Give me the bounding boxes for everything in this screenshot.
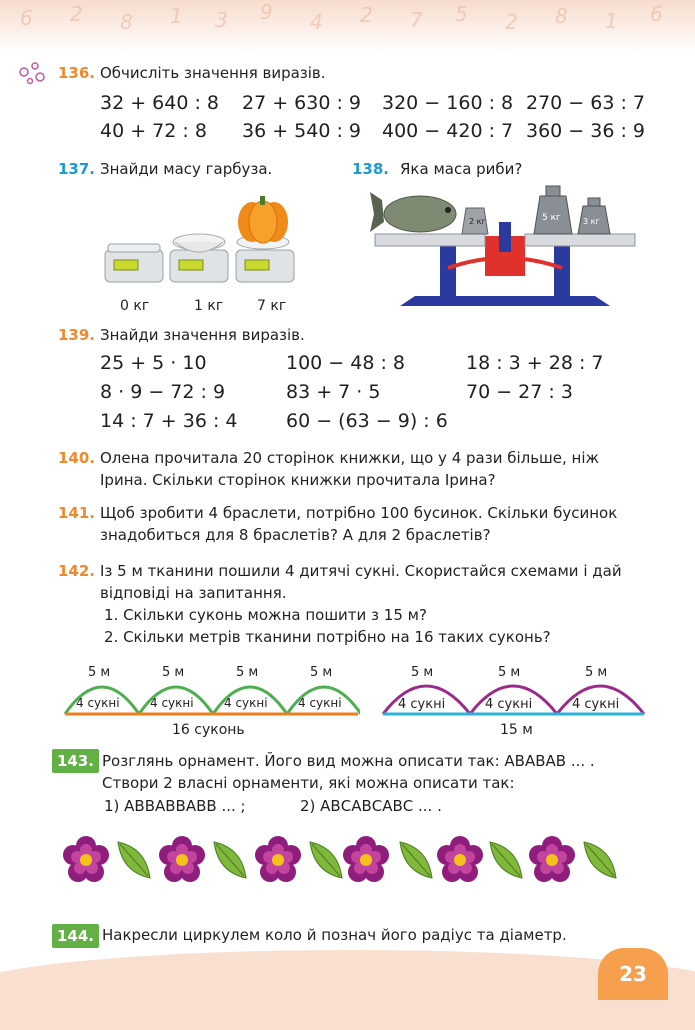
problem-143-line: Створи 2 власні орнаменти, які можна описати так: [102,774,515,792]
scale-label: 7 кг [257,298,287,314]
flower-icon [529,836,575,882]
problem-136-text: Обчисліть значення виразів. [100,64,326,82]
expression: 270 − 63 : 7 [526,92,646,114]
problem-136-number: 136. [58,64,96,82]
arc-label: 4 сукні [76,696,120,710]
expression: 400 − 420 : 7 [382,120,514,142]
leaf-icon [584,842,616,878]
expression: 70 − 27 : 3 [466,381,573,403]
weight-label: 3 кг [583,217,600,226]
expression: 27 + 630 : 9 [242,92,362,114]
scale-label: 1 кг [194,298,224,314]
problem-141-line: Щоб зробити 4 браслети, потрібно 100 бусинок. Скільки бусинок [100,504,618,522]
problem-140-line: Ірина. Скільки сторінок книжки прочитала Ірина? [100,471,496,489]
total-label: 16 суконь [172,722,245,738]
problem-142-line: відповіді на запитання. [100,584,287,602]
problem-140-line: Олена прочитала 20 сторінок книжки, що у 4 рази більше, ніж [100,449,600,467]
scale-label: 0 кг [120,298,150,314]
segment-label: 5 м [162,665,185,680]
expression: 32 + 640 : 8 [100,92,220,114]
problem-137-text: Знайди масу гарбуза. [100,160,273,178]
expression: 320 − 160 : 8 [382,92,514,114]
weight-label: 5 кг [542,213,561,223]
segment-label: 5 м [498,665,521,680]
problem-143-line: Розглянь орнамент. Його вид можна описати так: АВАВАВ ... . [102,752,595,770]
fabric-diagram-right [378,658,648,738]
expression: 14 : 7 + 36 : 4 [100,410,238,432]
flower-icon [255,836,301,882]
flower-icon [437,836,483,882]
circles-icon [18,60,48,86]
expression: 60 − (63 − 9) : 6 [286,410,448,432]
scale-with-pumpkin [236,196,294,282]
problem-142-question: 1. Скільки суконь можна пошити з 15 м? [104,606,427,624]
segment-label: 5 м [236,665,259,680]
problem-142-line: Із 5 м тканини пошили 4 дитячі сукні. Скористайся схемами і дай [100,562,622,580]
expression: 8 · 9 − 72 : 9 [100,381,226,403]
problem-138-number: 138. [352,160,390,178]
balance-scale-illustration [370,178,640,313]
expression: 100 − 48 : 8 [286,352,406,374]
ornament-option-1: 1) АВВАВВАВВ ... ; [104,797,246,815]
arc-label: 4 сукні [485,697,533,712]
ornament-row [60,832,640,892]
empty-scale [105,244,163,282]
weight-2kg [462,208,488,234]
segment-label: 5 м [585,665,608,680]
scale-with-bowl [170,234,228,282]
flower-icon [343,836,389,882]
expression: 360 − 36 : 9 [526,120,646,142]
problem-144-number: 144. [52,924,99,948]
leaf-icon [214,842,246,878]
expression: 83 + 7 · 5 [286,381,381,403]
expression: 25 + 5 · 10 [100,352,207,374]
arc-label: 4 сукні [398,697,446,712]
problem-141-line: знадобиться для 8 браслетів? А для 2 браслетів? [100,526,491,544]
arc-label: 4 сукні [298,696,342,710]
page-number: 23 [598,948,668,1000]
ornament-option-2: 2) АВСАВСАВС ... . [300,797,442,815]
arc-label: 4 сукні [150,696,194,710]
fish-icon [370,192,456,232]
weight-3kg [578,198,610,234]
weight-5kg [534,186,572,234]
expression: 18 : 3 + 28 : 7 [466,352,604,374]
problem-140-number: 140. [58,449,96,467]
arc-label: 4 сукні [224,696,268,710]
scales-pumpkin-illustration [100,190,310,295]
problem-141-number: 141. [58,504,96,522]
expression: 40 + 72 : 8 [100,120,207,142]
problem-138-text: Яка маса риби? [400,160,523,178]
expression: 36 + 540 : 9 [242,120,362,142]
problem-139-number: 139. [58,326,96,344]
leaf-icon [118,842,150,878]
arc-label: 4 сукні [572,697,620,712]
leaf-icon [490,842,522,878]
segment-label: 5 м [310,665,333,680]
decorative-header-band: 6 2 8 1 3 9 4 2 7 5 2 8 1 6 [0,0,695,52]
segment-label: 5 м [88,665,111,680]
flower-icon [159,836,205,882]
problem-137-number: 137. [58,160,96,178]
footer-band [0,950,695,1030]
segment-label: 5 м [411,665,434,680]
leaf-icon [400,842,432,878]
problem-143-number: 143. [52,749,99,773]
flower-icon [63,836,109,882]
leaf-icon [310,842,342,878]
problem-142-question: 2. Скільки метрів тканини потрібно на 16 таких суконь? [104,628,551,646]
problem-139-text: Знайди значення виразів. [100,326,305,344]
problem-144-text: Накресли циркулем коло й познач його радіус та діаметр. [102,926,567,944]
fabric-diagram-left [60,658,360,738]
weight-label: 2 кг [469,217,486,226]
problem-142-number: 142. [58,562,96,580]
total-label: 15 м [500,722,533,738]
